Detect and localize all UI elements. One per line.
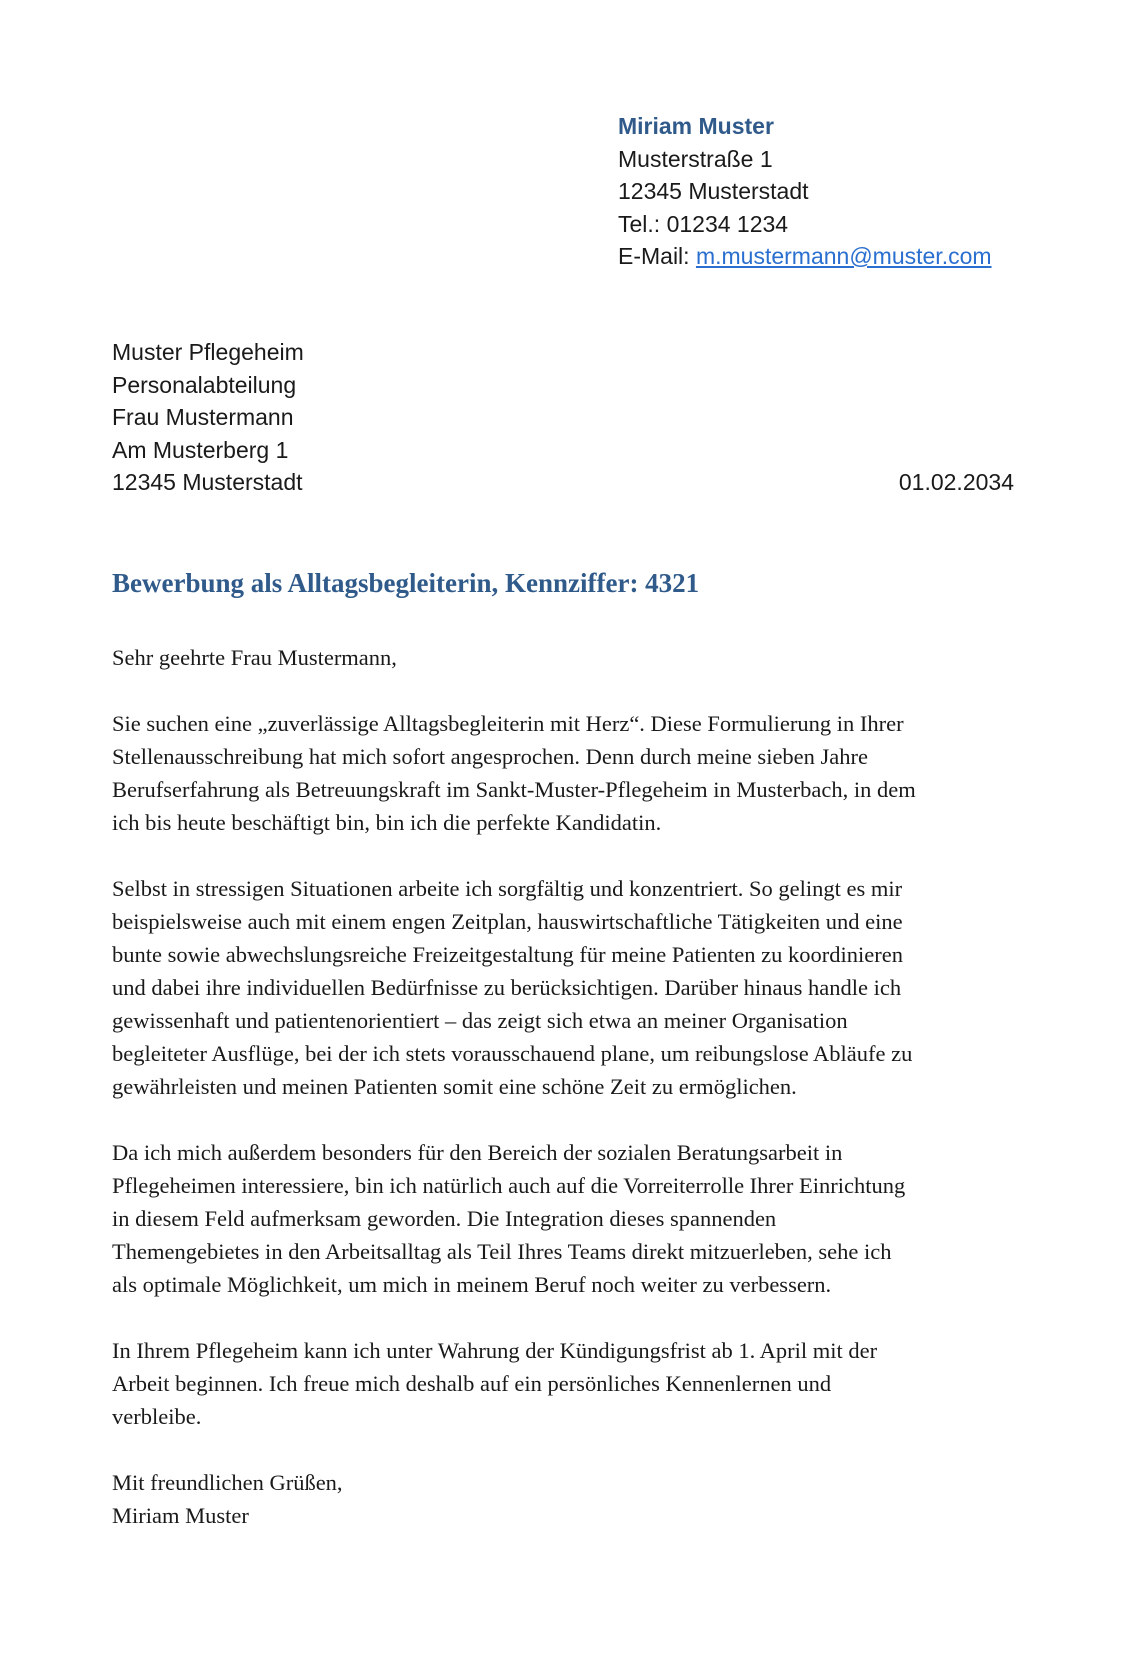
body-line: verbleibe. [112,1404,202,1429]
body-line: in diesem Feld aufmerksam geworden. Die Integration dieses spannenden [112,1206,777,1231]
body-line: gewissenhaft und patientenorientiert – das zeigt sich etwa an meiner Organisation [112,1008,848,1033]
body-line: gewährleisten und meinen Patienten somit eine schöne Zeit zu ermöglichen. [112,1074,797,1099]
recipient-company: Muster Pflegeheim [112,339,304,365]
body-line: Sie suchen eine „zuverlässige Alltagsbegleiterin mit Herz“. Diese Formulierung in Ihrer [112,711,904,736]
letter-subject: Bewerbung als Alltagsbegleiterin, Kennziffer: 4321 [112,568,700,598]
body-line: Da ich mich außerdem besonders für den Bereich der sozialen Beratungsarbeit in [112,1140,843,1165]
recipient-address-block [112,336,304,499]
body-line: ich bis heute beschäftigt bin, bin ich die perfekte Kandidatin. [112,810,662,835]
body-line: Selbst in stressigen Situationen arbeite ich sorgfältig und konzentriert. So gelingt es mir [112,876,903,901]
letter-body [112,641,1042,1532]
sender-email-link[interactable]: m.mustermann@muster.com [695,243,992,269]
recipient-contact: Frau Mustermann [112,404,294,430]
sender-phone: Tel.: 01234 1234 [618,210,789,237]
sender-street: Musterstraße 1 [618,145,773,172]
body-line: Arbeit beginnen. Ich freue mich deshalb auf ein persönliches Kennenlernen und [112,1371,832,1396]
letter-date: 01.02.2034 [898,469,1014,495]
body-paragraph-2 [112,872,1042,1103]
body-paragraph-3 [112,1136,1042,1301]
closing: Mit freundlichen Grüßen, [112,1470,343,1495]
sender-city: 12345 Musterstadt [618,178,809,204]
body-line: begleiteter Ausflüge, bei der ich stets vorausschauend plane, um reibungslose Abläufe zu [112,1041,913,1066]
sender-name: Miriam Muster [618,113,774,139]
sender-address-block [618,110,992,273]
body-line: Stellenausschreibung hat mich sofort angesprochen. Denn durch meine sieben Jahre [112,744,869,769]
recipient-street: Am Musterberg 1 [112,436,289,463]
body-line: Berufserfahrung als Betreuungskraft im Sankt-Muster-Pflegeheim in Musterbach, in dem [112,777,916,802]
signature-name: Miriam Muster [112,1503,249,1528]
body-line: beispielsweise auch mit einem engen Zeitplan, hauswirtschaftliche Tätigkeiten und eine [112,909,903,934]
sender-email-label: E-Mail: [618,243,696,269]
recipient-department: Personalabteilung [112,371,297,398]
body-line: Pflegeheimen interessiere, bin ich natürlich auch auf die Vorreiterrolle Ihrer Einrichtung [112,1173,906,1198]
body-line: und dabei ihre individuellen Bedürfnisse zu berücksichtigen. Darüber hinaus handle ich [112,975,902,1000]
body-line: Themengebietes in den Arbeitsalltag als Teil Ihres Teams direkt mitzuerleben, sehe ich [112,1239,892,1264]
body-line: als optimale Möglichkeit, um mich in meinem Beruf noch weiter zu verbessern. [112,1272,832,1297]
body-line: In Ihrem Pflegeheim kann ich unter Wahrung der Kündigungsfrist ab 1. April mit der [112,1338,878,1363]
body-paragraph-4 [112,1334,1042,1433]
body-line: bunte sowie abwechslungsreiche Freizeitgestaltung für meine Patienten zu koordinieren [112,942,903,967]
salutation: Sehr geehrte Frau Mustermann, [112,645,397,670]
sender-email-line [618,240,992,273]
body-paragraph-1 [112,707,1042,839]
recipient-city: 12345 Musterstadt [112,469,303,495]
